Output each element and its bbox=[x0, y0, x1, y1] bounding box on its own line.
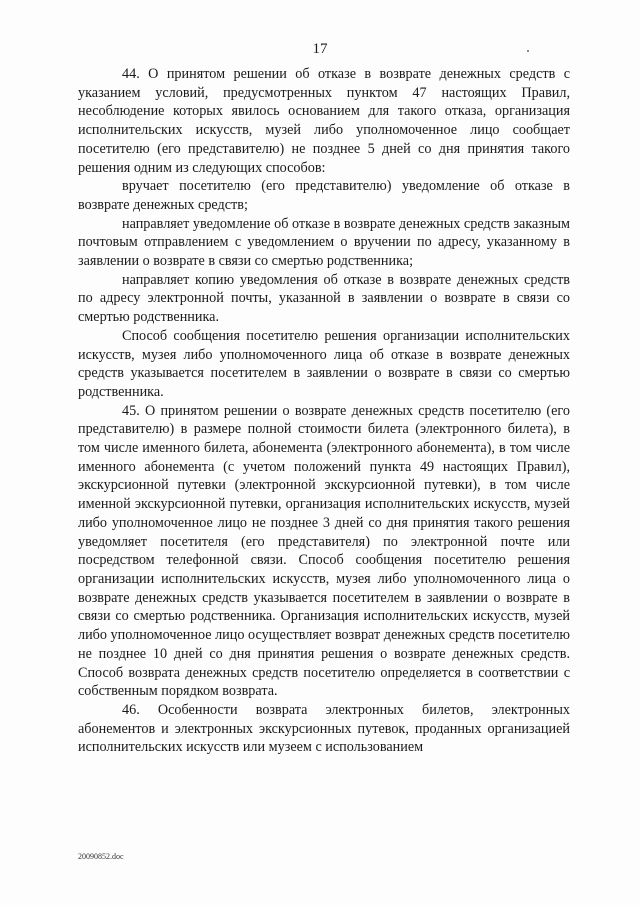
paragraph-method-deliver: вручает посетителю (его представителю) уведомление об отказе в возврате денежных средств; bbox=[78, 178, 570, 213]
paragraph-method-choice: Способ сообщения посетителю решения организации исполнительских искусств, музея либо уполномоченного лица об отказе в возврате денежных средств указывается посетителем в заявлении о возврате в связи со смертью родственника. bbox=[78, 327, 570, 400]
paragraph-method-post: направляет уведомление об отказе в возврате денежных средств заказным почтовым отправлением с уведомлением о вручении по адресу, указанному в заявлении о возврате в связи со смертью родственника; bbox=[78, 215, 570, 270]
document-body bbox=[78, 65, 570, 757]
paragraph-45: 45. О принятом решении о возврате денежных средств посетителю (его представителю) в размере полной стоимости билета (электронного билета), в том числе именного билета, абонемента (электронного абонемента), в том числе именного абонемента (с учетом положений пункта 49 настоящих Правил), экскурсионной путевки (электронной экскурсионной путевки), в том числе именной экскурсионной путевки, организация исполнительских искусств, музей либо уполномоченное лицо не позднее 3 дней со дня принятия такого решения уведомляет посетителя (его представителя) по электронной почте или посредством телефонной связи. Способ сообщения посетителю решения организации исполнительских искусств, музея либо уполномоченного лица о возврате денежных средств указывается посетителем в заявлении о возврате в связи со смертью родственника. Организация исполнительских искусств, музей либо уполномоченное лицо осуществляет возврат денежных средств посетителю не позднее 10 дней со дня принятия решения о возврате денежных средств. Способ возврата денежных средств посетителю определяется в соответствии с собственным порядком возврата. bbox=[78, 402, 570, 700]
paragraph-46: 46. Особенности возврата электронных билетов, электронных абонементов и электронных экскурсионных путевок, проданных организацией исполнительских искусств или музеем с использованием bbox=[78, 701, 570, 756]
page-number: 17 bbox=[312, 41, 328, 57]
scan-dot-mark bbox=[527, 50, 529, 52]
paragraph-44: 44. О принятом решении об отказе в возврате денежных средств с указанием условий, предусмотренных пунктом 47 настоящих Правил, несоблюдение которых явилось основанием для такого отказа, организация исполнительских искусств, музей либо уполномоченное лицо сообщает посетителю (его представителю) не позднее 5 дней со дня принятия такого решения одним из следующих способов: bbox=[78, 66, 570, 176]
file-name-footer: 20090852.doc bbox=[78, 852, 124, 861]
paragraph-method-email: направляет копию уведомления об отказе в возврате денежных средств по адресу электронной почты, указанной в заявлении о возврате в связи со смертью родственника. bbox=[78, 271, 570, 326]
